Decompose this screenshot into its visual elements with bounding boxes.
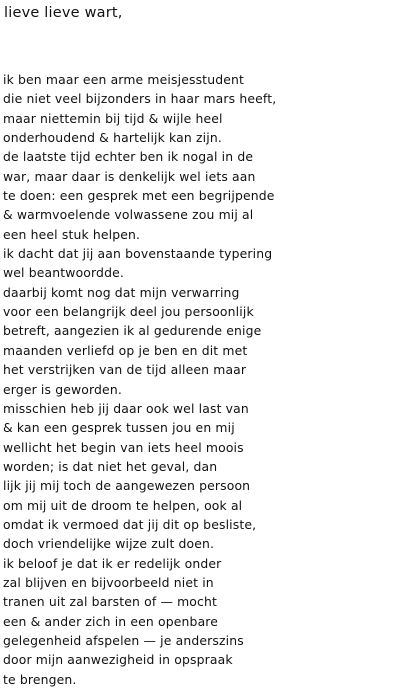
letter-line: ik ben maar een arme meisjesstudent: [3, 72, 244, 87]
letter-line: doch vriendelijke wijze zult doen.: [3, 536, 215, 552]
letter-line: een & ander zich in een openbare: [3, 613, 219, 629]
letter-line: wellicht het begin van iets heel moois: [3, 439, 244, 455]
letter-line: die niet veel bijzonders in haar mars heeft,: [3, 91, 277, 107]
letter-line: tranen uit zal barsten of — mocht: [3, 594, 217, 610]
letter-line: te doen: een gesprek met een begrijpende: [3, 188, 275, 204]
letter-line: ik beloof je dat ik er redelijk onder: [3, 555, 222, 571]
letter-line: te brengen.: [3, 671, 77, 687]
letter-greeting: lieve lieve wart,: [4, 5, 123, 21]
letter-line: lijk jij mij toch de aangewezen persoon: [3, 478, 251, 494]
letter-line: worden; is dat niet het geval, dan: [3, 458, 218, 474]
letter-line: misschien heb jij daar ook wel last van: [3, 400, 249, 416]
letter-line: erger is geworden.: [3, 381, 122, 397]
letter-line: voor een belangrijk deel jou persoonlijk: [3, 304, 254, 320]
letter-line: war, maar daar is denkelijk wel iets aan: [3, 168, 256, 184]
letter-line: de laatste tijd echter ben ik nogal in de: [3, 149, 254, 165]
letter-line: daarbij komt nog dat mijn verwarring: [3, 284, 240, 300]
letter-line: een heel stuk helpen.: [3, 226, 141, 242]
letter-line: om mij uit de droom te helpen, ook al: [3, 497, 243, 513]
letter-body: [3, 70, 408, 689]
letter-line: omdat ik vermoed dat jij dit op besliste,: [3, 516, 257, 532]
letter-line: betreft, aangezien ik al gedurende enige: [3, 323, 262, 339]
letter-line: & warmvoelende volwassene zou mij al: [3, 207, 254, 223]
letter-line: door mijn aanwezigheid in opspraak: [3, 652, 233, 668]
letter-line: onderhoudend & hartelijk kan zijn.: [3, 130, 222, 146]
letter-line: maar niettemin bij tijd & wijle heel: [3, 110, 223, 126]
letter-line: wel beantwoordde.: [3, 265, 124, 281]
letter-line: gelegenheid afspelen — je anderszins: [3, 632, 244, 648]
letter-line: zal blijven en bijvoorbeeld niet in: [3, 574, 214, 590]
letter-line: maanden verliefd op je ben en dit met: [3, 342, 248, 358]
letter-line: & kan een gesprek tussen jou en mij: [3, 420, 235, 436]
letter-line: het verstrijken van de tijd alleen maar: [3, 362, 247, 378]
letter-line: ik dacht dat jij aan bovenstaande typering: [3, 246, 273, 262]
